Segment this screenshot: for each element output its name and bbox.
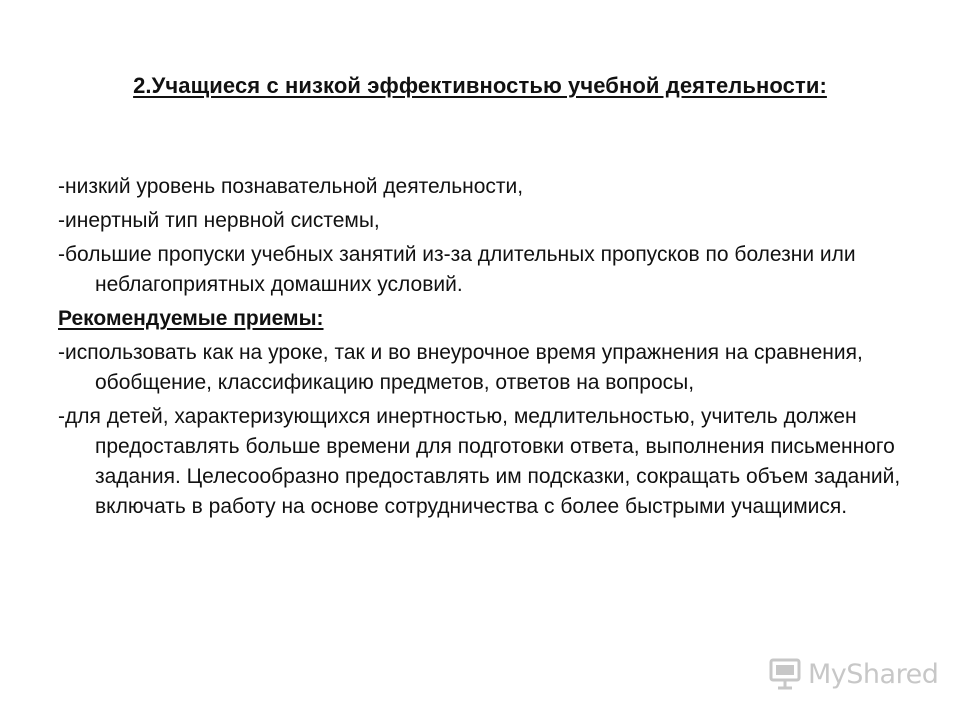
presentation-board-icon — [768, 657, 802, 691]
recommended-techniques-heading: Рекомендуемые приемы: — [58, 307, 324, 330]
list-item: -использовать как на уроке, так и во внеурочное время упражнения на сравнения, обобщение, классификацию предметов, ответов на вопросы, — [58, 341, 863, 394]
list-item: -большие пропуски учебных занятий из-за длительных пропусков по болезни или неблагоприятных домашних условий. — [58, 243, 856, 296]
list-item: -инертный тип нервной системы, — [58, 209, 380, 232]
list-item: -низкий уровень познавательной деятельности, — [58, 175, 524, 198]
slide-title: 2.Учащиеся с низкой эффективностью учебной деятельности: — [133, 73, 827, 98]
slide-content — [58, 172, 918, 526]
list-item: -для детей, характеризующихся инертностью, медлительностью, учитель должен предоставлять больше времени для подготовки ответа, выполнения письменного задания. Целесообразно предоставлять им подсказки, сокращать объем заданий, включать в работу на основе сотрудничества с более быстрыми учащимися. — [58, 405, 901, 518]
watermark — [768, 652, 939, 696]
watermark-text: MyShared — [808, 658, 939, 690]
